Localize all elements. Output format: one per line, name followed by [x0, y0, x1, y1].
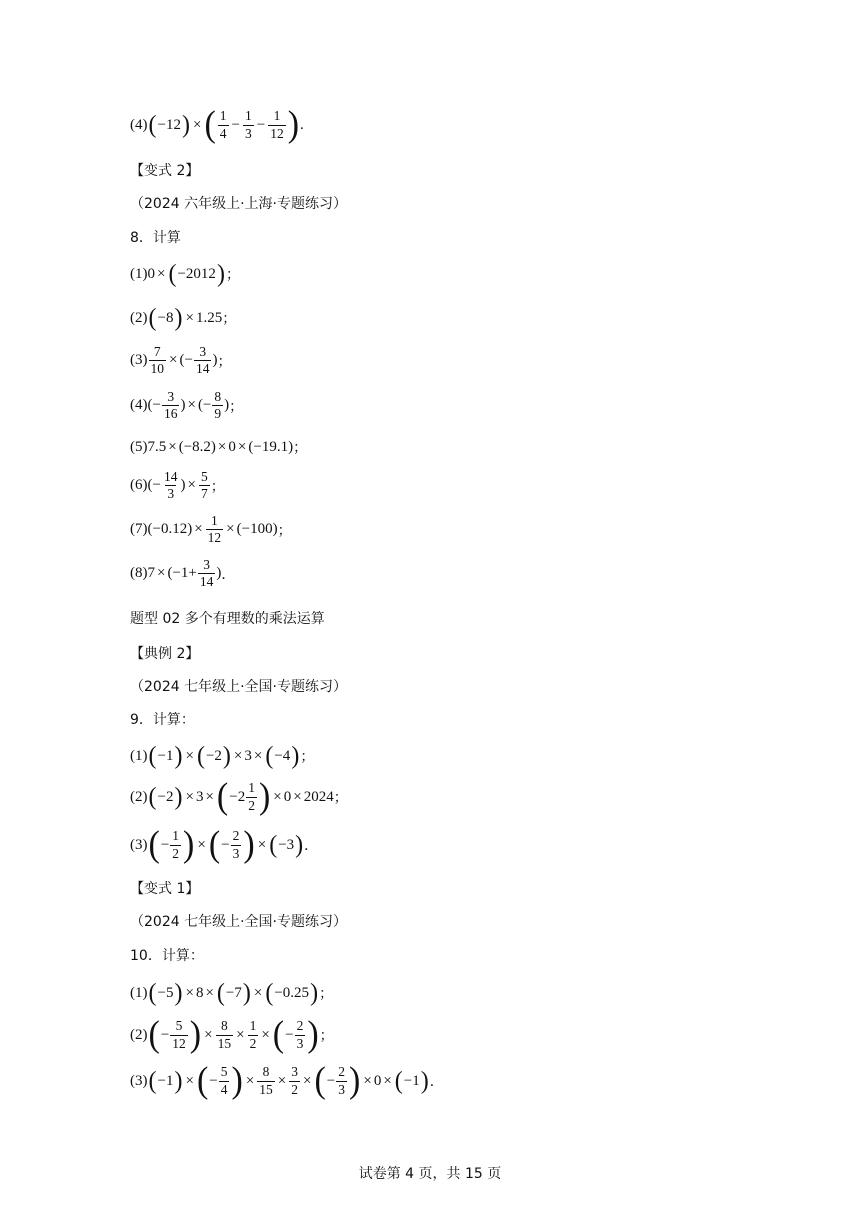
question-10: 10．计算： [130, 948, 204, 964]
variant1-source: （2024 七年级上·全国·专题练习） [130, 914, 347, 930]
section-02-title: 题型 02 多个有理数的乘法运算 [130, 611, 325, 627]
q8-item-8: (8) 7 × (−1+ $\frac{3}{14}$ ) ． [130, 557, 236, 590]
question-9: 9．计算： [130, 712, 195, 728]
q9-item-1: (1) ( −1 ) × ( −2 ) × 3 × ( −4 ) ； [130, 742, 315, 770]
q8-item-5: (5) 7.5 × (−8.2) × 0 × (−19.1) ； [130, 438, 308, 456]
q8-item-1: (1) 0 × ( −2012 ) ； [130, 260, 240, 288]
variant2-title: 【变式 2】 [130, 163, 200, 179]
q7-item-4: (4) ( −12 ) × ( $\frac{1}{4}$ − $\frac{1}{3}$ − $\frac{1}{12}$ ) . [130, 104, 304, 145]
variant2-source: （2024 六年级上·上海·专题练习） [130, 196, 347, 212]
q8-item-2: (2) ( −8 ) × 1.25 ； [130, 304, 237, 332]
q8-item-6: (6) (− $\frac{14}{3}$ ) × $\frac{5}{7}$ ； [130, 469, 225, 502]
q9-item-2: (2) ( −2 ) × 3 × ( −2 $\frac{1}{2}$ ) × 0 × 2024 ； [130, 776, 348, 817]
page-footer: 试卷第 4 页，共 15 页 [358, 1166, 502, 1182]
q8-item-3: (3) $\frac{7}{10}$ × (− $\frac{3}{14}$ ) ； [130, 344, 232, 377]
example2-source: （2024 七年级上·全国·专题练习） [130, 679, 347, 695]
item-label: (4) [130, 116, 148, 133]
q9-item-3: (3) ( − $\frac{1}{2}$ ) × ( − $\frac{2}{3}$ ) × ( −3 ) ． [130, 824, 319, 865]
q10-item-3: (3) ( −1 ) × ( − $\frac{5}{4}$ ) × $\frac{8}{15}$ × $\frac{3}{2}$ × ( − $\frac{2}{3}$ ) × 0 × ( −1 ) ． [130, 1060, 444, 1101]
question-8: 8．计算 [130, 230, 181, 246]
q10-item-1: (1) ( −5 ) × 8 × ( −7 ) × ( −0.25 ) ； [130, 979, 334, 1007]
q8-item-7: (7) (−0.12) × $\frac{1}{12}$ × (−100) ； [130, 513, 292, 546]
q10-item-2: (2) ( − $\frac{5}{12}$ ) × $\frac{8}{15}$ × $\frac{1}{2}$ × ( − $\frac{2}{3}$ ) ； [130, 1014, 334, 1055]
variant1-title: 【变式 1】 [130, 881, 200, 897]
q8-item-4: (4) (− $\frac{3}{16}$ ) × (− $\frac{8}{9}$ ) ； [130, 389, 244, 422]
example2-title: 【典例 2】 [130, 646, 200, 662]
